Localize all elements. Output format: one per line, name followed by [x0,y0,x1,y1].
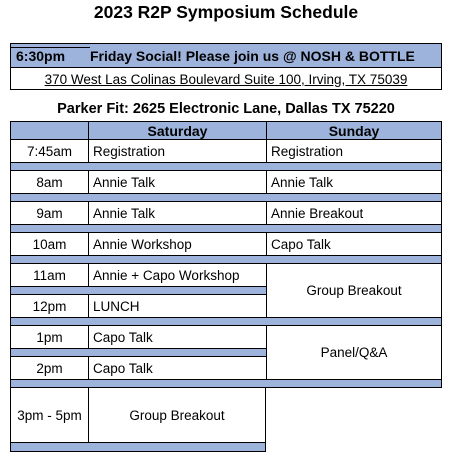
friday-social-address-link[interactable]: 370 West Las Colinas Boulevard Suite 100, Irving, TX 75039 [44,71,408,87]
time-cell: 10am [10,233,88,256]
saturday-event: Annie Talk [88,202,266,225]
row-separator [10,380,442,388]
time-cell: 9am [10,202,88,225]
time-header-cell [10,121,88,140]
row-separator [10,163,442,171]
sunday-event: Registration [266,140,442,163]
row-separator [10,349,266,357]
saturday-header: Saturday [88,121,266,140]
friday-social-text: Friday Social! Please join us @ NOSH & BOTTLE [90,47,415,64]
time-cell: 1pm [10,326,88,349]
sunday-panel-qa: Panel/Q&A [266,326,442,380]
sunday-event: Annie Talk [266,171,442,194]
row-separator [10,256,442,264]
page-title: 2023 R2P Symposium Schedule [93,2,359,22]
row-separator [10,318,442,326]
saturday-event: Annie Workshop [88,233,266,256]
saturday-event: Capo Talk [88,357,266,380]
schedule-table [10,121,442,453]
saturday-event: Annie + Capo Workshop [88,264,266,287]
friday-social-box [10,43,442,90]
row-separator [10,443,266,452]
saturday-event: LUNCH [88,295,266,318]
friday-social-time: 6:30pm [11,47,90,64]
time-cell: 3pm - 5pm [10,388,88,443]
saturday-event: Capo Talk [88,326,266,349]
sunday-group-breakout: Group Breakout [266,264,442,318]
time-cell: 2pm [10,357,88,380]
friday-social-header [11,44,441,68]
row-separator [10,225,442,233]
time-cell: 7:45am [10,140,88,163]
venue-heading: Parker Fit: 2625 Electronic Lane, Dallas TX 75220 [57,101,395,117]
row-separator [10,287,266,295]
time-cell: 12pm [10,295,88,318]
saturday-event: Group Breakout [88,388,266,443]
saturday-event: Annie Talk [88,171,266,194]
saturday-event: Registration [88,140,266,163]
time-cell: 11am [10,264,88,287]
row-separator [10,194,442,202]
sunday-event: Capo Talk [266,233,442,256]
time-cell: 8am [10,171,88,194]
sunday-header: Sunday [266,121,442,140]
sunday-event: Annie Breakout [266,202,442,225]
